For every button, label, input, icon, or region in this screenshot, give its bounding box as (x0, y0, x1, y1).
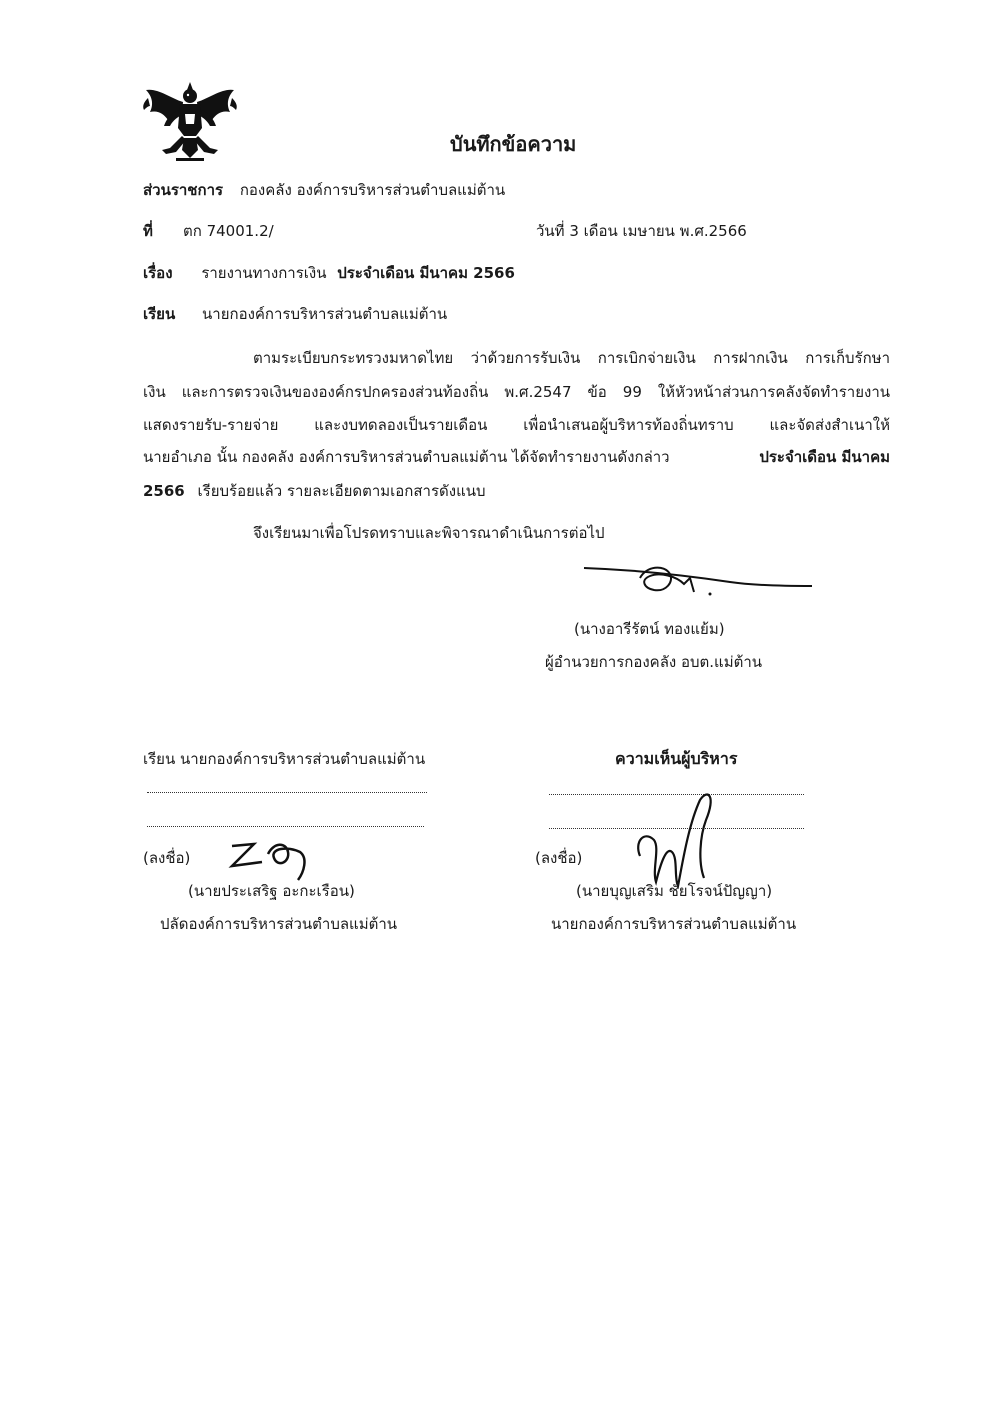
garuda-emblem (140, 80, 240, 164)
right-sign-label: (ลงชื่อ) (535, 849, 583, 867)
agency-row (143, 178, 505, 202)
memo-date: วันที่ 3 เดือน เมษายน พ.ศ.2566 (536, 222, 747, 240)
body-line-2: เงิน และการตรวจเงินขององค์กรปกครองส่วนท้องถิ่น พ.ศ.2547 ข้อ 99 ให้หัวหน้าส่วนการคลังจัดทำรายงาน (143, 383, 890, 401)
memo-title: บันทึกข้อความ (450, 132, 577, 156)
to-value: นายกองค์การบริหารส่วนตำบลแม่ต้าน (202, 305, 448, 323)
body-line-4-period: ประจำเดือน มีนาคม (759, 448, 890, 466)
to-row (143, 302, 447, 326)
body-line-5-text: เรียบร้อยแล้ว รายละเอียดตามเอกสารดังแนบ (197, 482, 486, 500)
deputy-name: (นายประเสริฐ อะกะเรือน) (188, 882, 355, 900)
body-line-1: ตามระเบียบกระทรวงมหาดไทย ว่าด้วยการรับเงิน การเบิกจ่ายเงิน การฝากเงิน การเก็บรักษา (253, 349, 890, 367)
left-comment-line-2 (147, 826, 424, 827)
subject-row (143, 261, 515, 285)
subject-period: ประจำเดือน มีนาคม 2566 (337, 264, 515, 282)
finance-director-position: ผู้อำนวยการกองคลัง อบต.แม่ต้าน (545, 653, 762, 671)
body-line-5-year: 2566 (143, 482, 185, 500)
closing-text: จึงเรียนมาเพื่อโปรดทราบและพิจารณาดำเนินการต่อไป (253, 524, 605, 542)
left-sign-label: (ลงชื่อ) (143, 849, 191, 867)
body-line-3: แสดงรายรับ-รายจ่าย และงบทดลองเป็นรายเดือน เพื่อนำเสนอผู้บริหารท้องถิ่นทราบ และจัดส่งสำเนาให้ (143, 416, 890, 434)
body-line-4-text: นายอำเภอ นั้น กองคลัง องค์การบริหารส่วนตำบลแม่ต้าน ได้จัดทำรายงานดังกล่าว (143, 448, 670, 466)
ref-value: ตก 74001.2/ (183, 222, 274, 240)
left-to: เรียน นายกองค์การบริหารส่วนตำบลแม่ต้าน (143, 750, 426, 768)
deputy-position: ปลัดองค์การบริหารส่วนตำบลแม่ต้าน (160, 915, 398, 933)
mayor-position: นายกองค์การบริหารส่วนตำบลแม่ต้าน (551, 915, 797, 933)
agency-value: กองคลัง องค์การบริหารส่วนตำบลแม่ต้าน (239, 181, 506, 199)
finance-director-name: (นางอารีรัตน์ ทองแย้ม) (574, 620, 725, 638)
left-comment-line-1 (147, 792, 427, 793)
ref-label: ที่ (143, 222, 153, 240)
agency-label: ส่วนราชการ (143, 181, 224, 199)
to-label: เรียน (143, 305, 176, 323)
subject-label: เรื่อง (143, 264, 173, 282)
mayor-name: (นายบุญเสริม ชัยโรจน์ปัญญา) (576, 882, 773, 900)
finance-director-signature (580, 556, 820, 606)
body-line-4 (143, 445, 890, 469)
subject-value: รายงานทางการเงิน (201, 264, 327, 282)
executive-opinion-heading: ความเห็นผู้บริหาร (615, 749, 738, 768)
body-line-5 (143, 479, 486, 503)
